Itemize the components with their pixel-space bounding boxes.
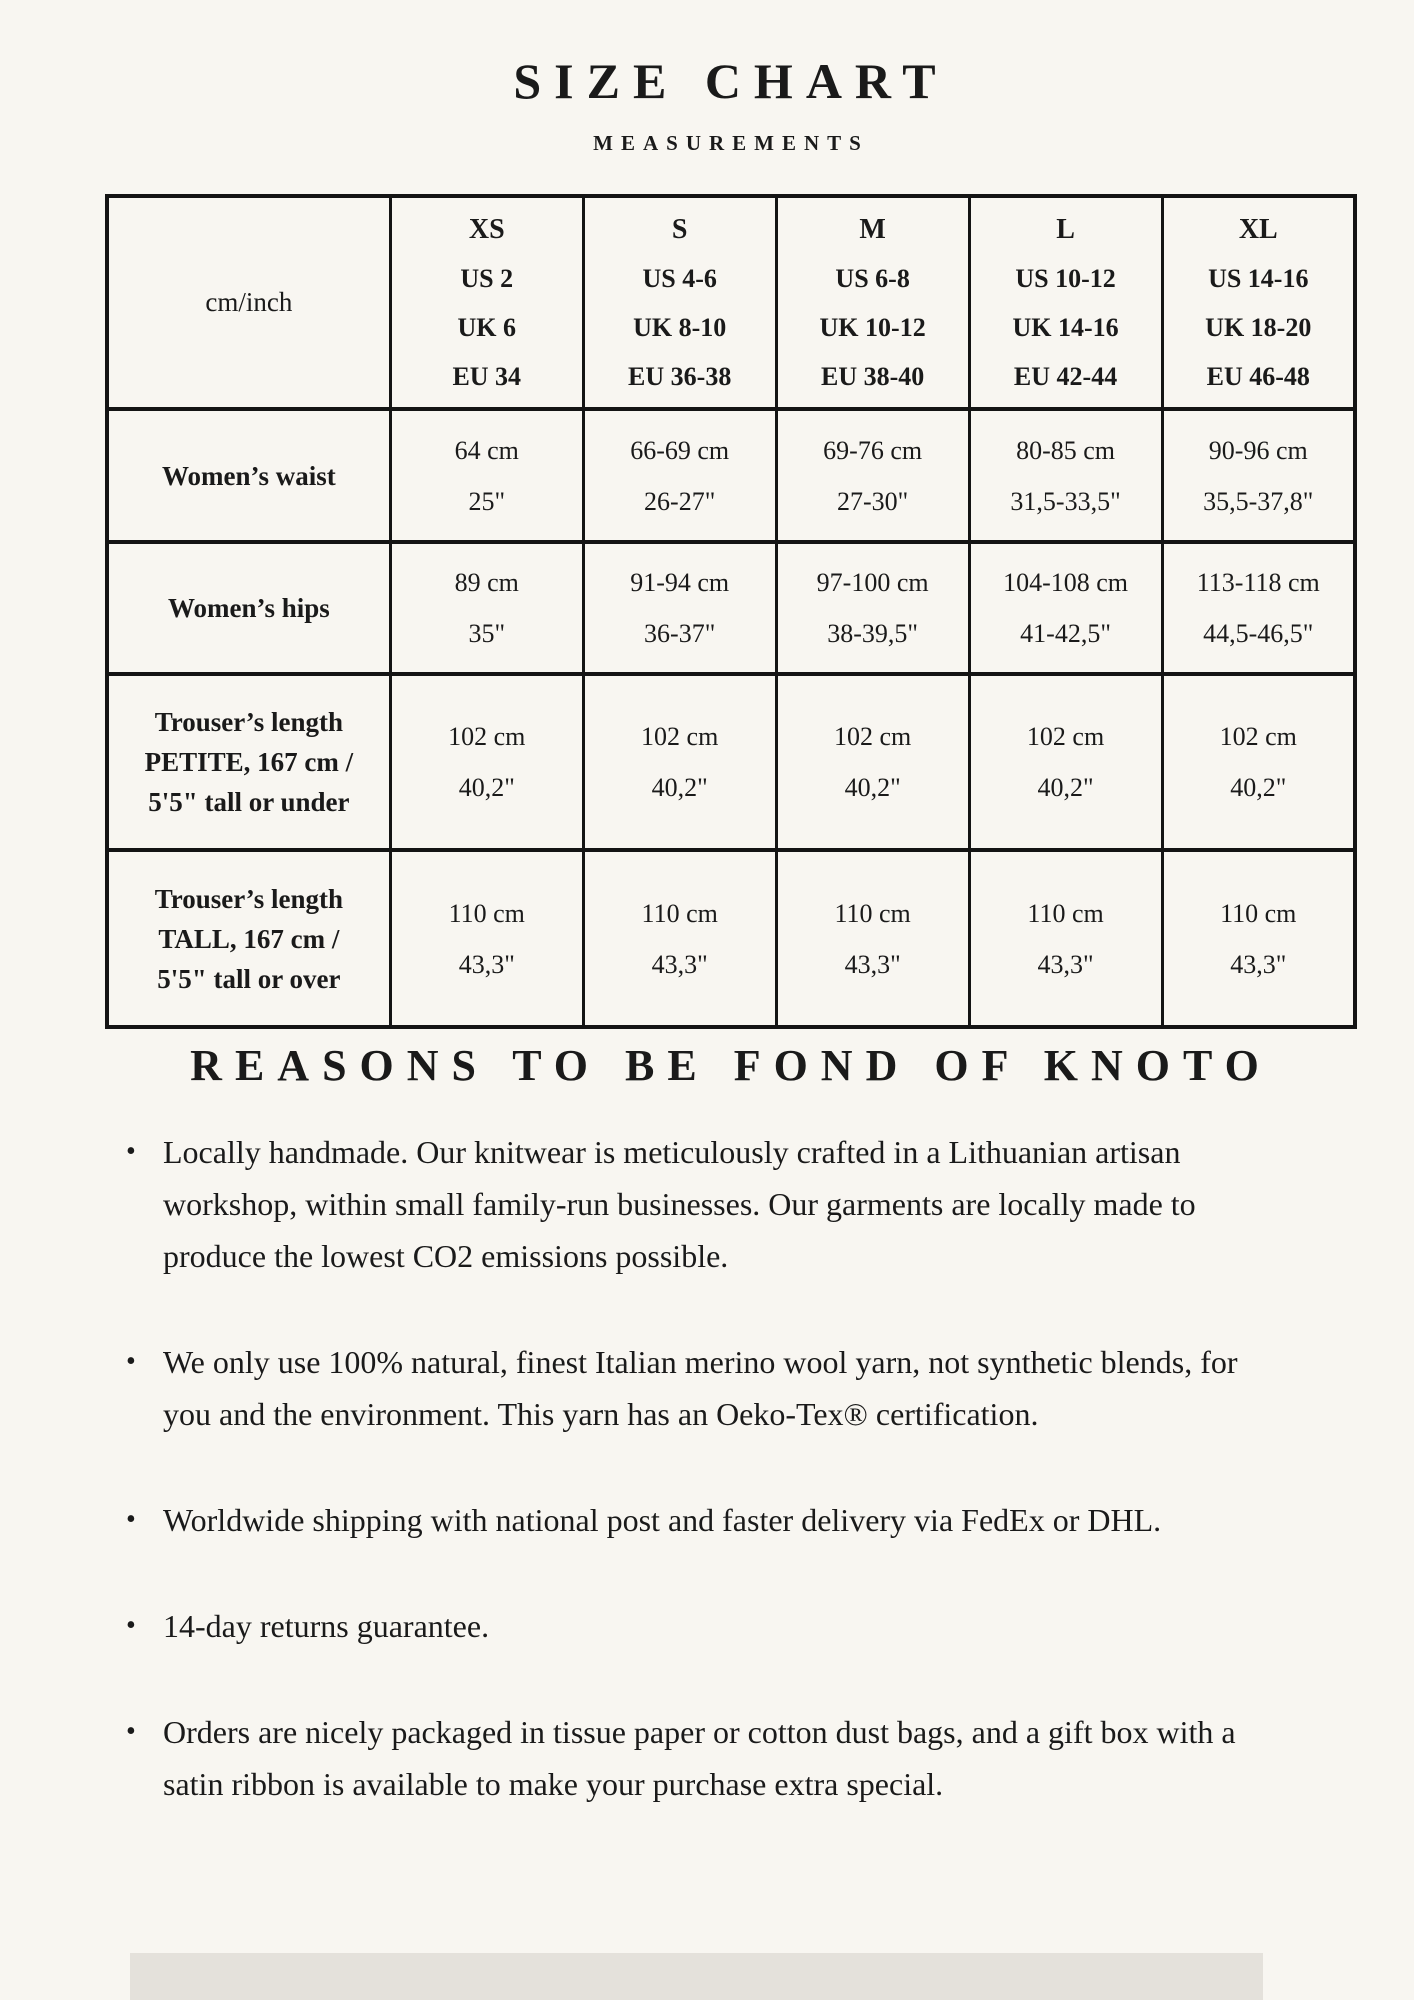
col-header-xs <box>390 196 583 409</box>
measurement-cell <box>1162 409 1355 542</box>
value-inch: 40,2" <box>1037 773 1094 802</box>
table-row-trouser-petite <box>107 674 1355 850</box>
size-us: US 2 <box>460 263 514 293</box>
size-uk: UK 10-12 <box>819 312 926 342</box>
value-inch: 40,2" <box>1230 773 1287 802</box>
value-cm: 64 cm <box>454 435 519 465</box>
measurement-cell <box>1162 674 1355 850</box>
value-cm: 113-118 cm <box>1196 568 1320 597</box>
size-uk: UK 18-20 <box>1205 312 1312 342</box>
value-inch: 44,5-46,5" <box>1203 619 1314 648</box>
col-header-s <box>583 196 776 409</box>
value-inch: 40,2" <box>651 773 708 802</box>
measurement-cell <box>969 409 1162 542</box>
value-inch: 27-30" <box>836 486 909 516</box>
table-row-waist <box>107 409 1355 542</box>
size-eu: EU 46-48 <box>1206 361 1310 391</box>
value-cm: 80-85 cm <box>1016 435 1116 465</box>
value-cm: 110 cm <box>448 898 525 928</box>
row-label-cell <box>107 542 390 674</box>
size-us: US 6-8 <box>835 263 910 293</box>
value-cm: 110 cm <box>834 898 911 928</box>
value-inch: 38-39,5" <box>827 619 919 648</box>
size-table <box>105 194 1357 1029</box>
measurement-cell <box>776 542 969 674</box>
page-subtitle: MEASUREMENTS <box>593 131 869 155</box>
value-inch: 43,3" <box>1230 949 1287 979</box>
table-row-trouser-tall <box>107 850 1355 1027</box>
table-header-row <box>107 196 1355 409</box>
list-item: • We only use 100% natural, finest Italian merino wool yarn, not synthetic blends, for you and the environment. This yarn has an Oeko-Tex® certification. <box>163 1336 1275 1440</box>
list-item: • Orders are nicely packaged in tissue paper or cotton dust bags, and a gift box with a satin ribbon is available to make your purchase extra special. <box>163 1706 1275 1810</box>
row-label: Women’s hips <box>167 593 330 623</box>
value-cm: 102 cm <box>1026 722 1105 751</box>
col-header-xl <box>1162 196 1355 409</box>
table-row-hips <box>107 542 1355 674</box>
reasons-heading: REASONS TO BE FOND OF KNOTO <box>190 1041 1272 1090</box>
size-name: S <box>671 213 688 245</box>
value-cm: 97-100 cm <box>816 568 929 597</box>
measurement-cell <box>776 409 969 542</box>
value-cm: 69-76 cm <box>823 435 923 465</box>
value-inch: 43,3" <box>651 949 708 979</box>
size-uk: UK 6 <box>457 312 516 342</box>
measurement-cell <box>776 674 969 850</box>
page-title: SIZE CHART <box>513 53 949 109</box>
value-cm: 89 cm <box>454 568 519 597</box>
unit-cell <box>107 196 390 409</box>
measurement-cell <box>969 850 1162 1027</box>
row-label-cell <box>107 409 390 542</box>
row-label: Trouser’s length PETITE, 167 cm / 5'5" tall or under <box>144 707 354 817</box>
unit-label: cm/inch <box>205 287 293 317</box>
value-cm: 90-96 cm <box>1208 435 1308 465</box>
measurement-cell <box>390 850 583 1027</box>
value-cm: 66-69 cm <box>630 435 730 465</box>
value-cm: 102 cm <box>1219 722 1297 751</box>
measurement-cell <box>390 674 583 850</box>
value-inch: 35,5-37,8" <box>1203 486 1314 516</box>
value-cm: 102 cm <box>641 722 719 751</box>
value-cm: 110 cm <box>1220 898 1297 928</box>
row-label: Women’s waist <box>162 460 336 491</box>
value-inch: 26-27" <box>644 486 716 516</box>
size-eu: EU 42-44 <box>1013 361 1118 391</box>
measurement-cell <box>583 674 776 850</box>
size-name: XS <box>468 213 505 245</box>
measurement-cell <box>390 409 583 542</box>
list-item: • Worldwide shipping with national post and faster delivery via FedEx or DHL. <box>163 1494 1275 1546</box>
value-cm: 104-108 cm <box>1003 568 1129 597</box>
measurement-cell <box>1162 850 1355 1027</box>
measurement-cell <box>776 850 969 1027</box>
value-inch: 41-42,5" <box>1020 619 1111 648</box>
size-eu: EU 36-38 <box>628 361 732 391</box>
value-cm: 110 cm <box>641 898 718 928</box>
measurement-cell <box>583 409 776 542</box>
size-us: US 10-12 <box>1015 263 1116 293</box>
size-name: M <box>859 213 886 245</box>
size-name: XL <box>1238 213 1278 245</box>
value-cm: 91-94 cm <box>630 568 730 597</box>
size-us: US 4-6 <box>642 263 717 293</box>
value-inch: 40,2" <box>844 773 901 802</box>
row-label-cell <box>107 674 390 850</box>
size-name: L <box>1056 213 1075 245</box>
bottom-panel <box>130 1953 1263 2000</box>
measurement-cell <box>390 542 583 674</box>
measurement-cell <box>583 850 776 1027</box>
value-inch: 36-37" <box>644 619 716 648</box>
col-header-m <box>776 196 969 409</box>
row-label-cell <box>107 850 390 1027</box>
size-uk: UK 14-16 <box>1012 312 1119 342</box>
size-eu: EU 38-40 <box>820 361 925 391</box>
value-cm: 102 cm <box>833 722 912 751</box>
measurement-cell <box>969 674 1162 850</box>
list-item: • 14-day returns guarantee. <box>163 1600 1275 1652</box>
size-eu: EU 34 <box>452 361 522 391</box>
value-cm: 110 cm <box>1027 898 1104 928</box>
size-uk: UK 8-10 <box>633 312 727 342</box>
value-inch: 31,5-33,5" <box>1010 486 1121 516</box>
size-us: US 14-16 <box>1208 263 1309 293</box>
value-inch: 35" <box>468 619 506 648</box>
value-inch: 43,3" <box>1037 949 1094 979</box>
measurement-cell <box>969 542 1162 674</box>
row-label: Trouser’s length TALL, 167 cm / 5'5" tall or over <box>154 883 344 994</box>
measurement-cell <box>1162 542 1355 674</box>
value-cm: 102 cm <box>448 722 526 751</box>
col-header-l <box>969 196 1162 409</box>
value-inch: 40,2" <box>458 773 515 802</box>
value-inch: 43,3" <box>844 949 901 979</box>
measurement-cell <box>583 542 776 674</box>
list-item: • Locally handmade. Our knitwear is meticulously crafted in a Lithuanian artisan workshop, within small family-run businesses. Our garments are locally made to produce the lowest CO2 emissions possible. <box>163 1126 1275 1282</box>
value-inch: 25" <box>468 486 506 516</box>
reasons-list <box>163 1126 1275 1864</box>
value-inch: 43,3" <box>458 949 515 979</box>
